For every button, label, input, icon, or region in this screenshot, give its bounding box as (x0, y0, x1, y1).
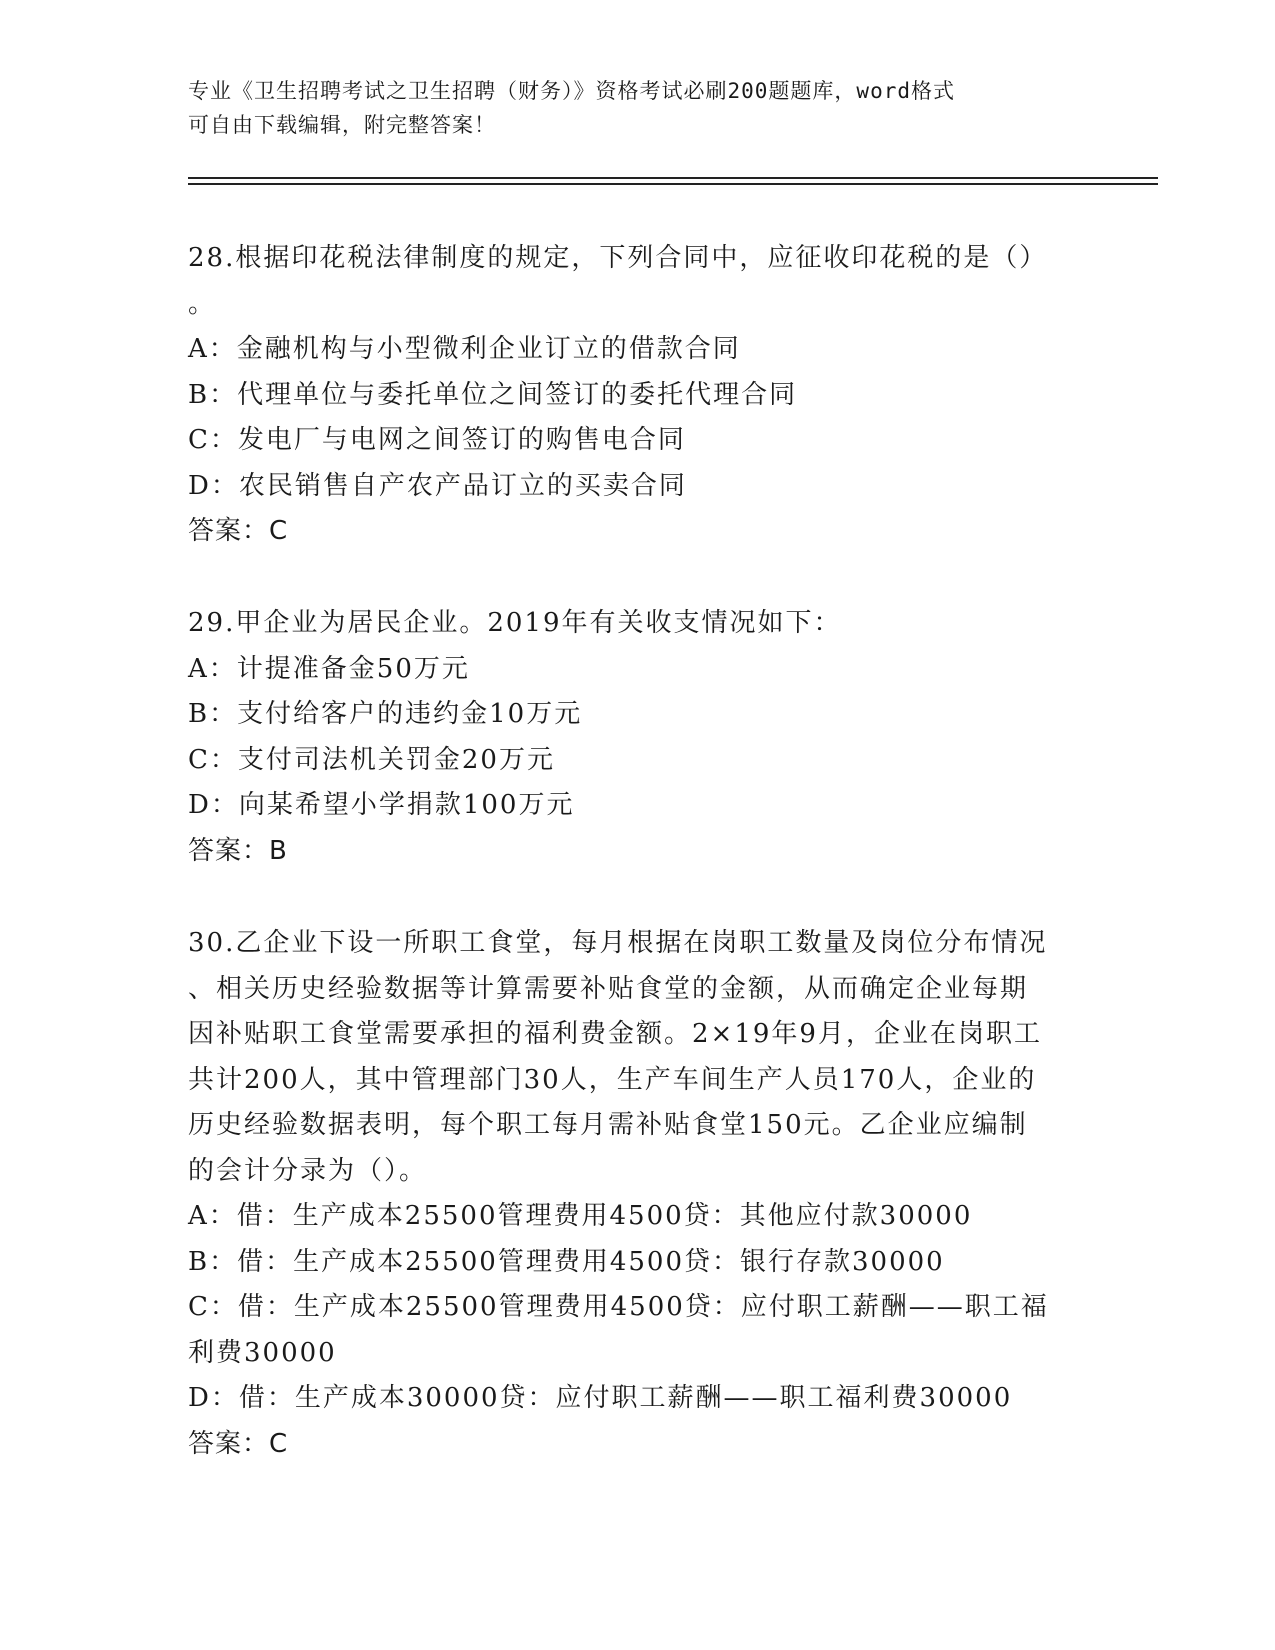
question-stem: 因补贴职工食堂需要承担的福利费金额。2×19年9月，企业在岗职工 (188, 1019, 1042, 1049)
question-stem: 的会计分录为（）。 (188, 1155, 428, 1186)
option-c: C：借：生产成本25500管理费用4500贷：应付职工薪酬——职工福 (188, 1292, 1049, 1322)
question-28 (188, 236, 1088, 555)
question-stem: 历史经验数据表明，每个职工每月需补贴食堂150元。乙企业应编制 (188, 1110, 1028, 1140)
question-stem: 共计200人，其中管理部门30人，生产车间生产人员170人，企业的 (188, 1064, 1037, 1095)
option-a: A：计提准备金50万元 (188, 653, 470, 684)
document-header (188, 74, 1068, 142)
option-c-continued: 利费30000 (188, 1337, 337, 1368)
option-d: D：借：生产成本30000贷：应付职工薪酬——职工福利费30000 (188, 1383, 1013, 1413)
option-a: A：借：生产成本25500管理费用4500贷：其他应付款30000 (188, 1201, 973, 1231)
question-stem: 。 (188, 288, 217, 319)
header-line: 专业《卫生招聘考试之卫生招聘（财务）》资格考试必刷200题题库，word格式 (188, 79, 955, 103)
option-d: D：农民销售自产农产品订立的买卖合同 (188, 470, 687, 501)
question-stem: 30.乙企业下设一所职工食堂，每月根据在岗职工数量及岗位分布情况 (188, 928, 1048, 958)
question-30 (188, 921, 1088, 1467)
header-divider (188, 183, 1158, 185)
answer: 答案：C (188, 1428, 289, 1459)
option-b: B：代理单位与委托单位之间签订的委托代理合同 (188, 379, 798, 410)
answer: 答案：C (188, 516, 289, 546)
option-c: C：发电厂与电网之间签订的购售电合同 (188, 425, 686, 455)
question-stem: 28.根据印花税法律制度的规定，下列合同中，应征收印花税的是（） (188, 243, 1048, 273)
question-29 (188, 601, 1088, 874)
option-b: B：支付给客户的违约金10万元 (188, 699, 583, 729)
header-line: 可自由下载编辑，附完整答案！ (188, 113, 496, 137)
option-c: C：支付司法机关罚金20万元 (188, 744, 555, 775)
question-stem: 、相关历史经验数据等计算需要补贴食堂的金额，从而确定企业每期 (188, 973, 1029, 1004)
header-divider (188, 177, 1158, 179)
answer: 答案：B (188, 835, 288, 866)
option-b: B：借：生产成本25500管理费用4500贷：银行存款30000 (188, 1246, 945, 1277)
option-a: A：金融机构与小型微利企业订立的借款合同 (188, 334, 741, 364)
question-stem: 29.甲企业为居民企业。2019年有关收支情况如下： (188, 608, 842, 638)
option-d: D：向某希望小学捐款100万元 (188, 790, 575, 820)
